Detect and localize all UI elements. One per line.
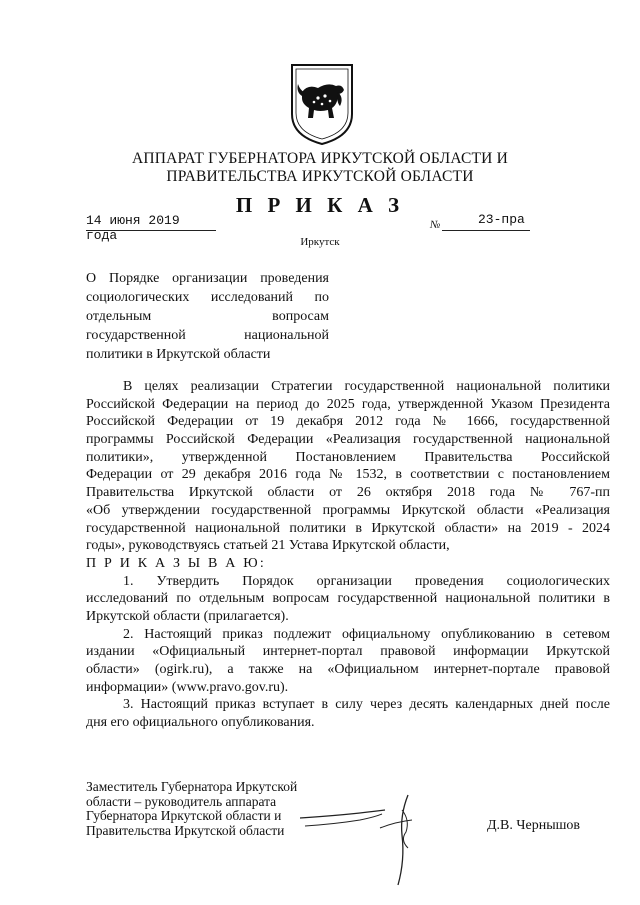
signatory-line: области – руководитель аппарата [86, 793, 277, 809]
item-3-line: 3. Настоящий приказ вступает в силу через десять календарных дней после [123, 697, 610, 713]
subject-line: политики в Иркутской области [86, 347, 271, 362]
handwritten-signature [290, 790, 450, 890]
item-2-line: издании «Официальный интернет-портал правовой информации Иркутской [86, 644, 610, 660]
place-of-issue: Иркутск [300, 236, 340, 248]
number-underline [442, 230, 530, 231]
preamble-line: годы», руководствуясь статьей 21 Устава Иркутской области, [86, 538, 450, 554]
preamble-line: Правительства Иркутской области от 26 октября 2018 года № 767-пп [86, 485, 610, 501]
order-date-field [86, 213, 216, 243]
order-subject [86, 269, 329, 364]
preamble-line: Российской Федерации от 19 декабря 2012 года № 1666, государственной [86, 414, 610, 430]
item-1-line: исследований по отдельным вопросам государственной национальной политики в [86, 591, 610, 607]
signatory-line: Губернатора Иркутской области и [86, 808, 282, 823]
organization-name-line-2: ПРАВИТЕЛЬСТВА ИРКУТСКОЙ ОБЛАСТИ [166, 168, 474, 185]
preamble-line: государственной национальной политики в Иркутской области» на 2019 - 2024 [86, 520, 610, 536]
item-2-line: информации» (www.pravo.gov.ru). [86, 679, 289, 695]
item-1-line: Иркутской области (прилагается). [86, 608, 289, 624]
order-body [86, 378, 610, 732]
order-number: 23-пра [478, 212, 525, 227]
item-2-line: области» (ogirk.ru), а также на «Официальном интернет-портале правовой [86, 662, 610, 677]
signatory-line: Заместитель Губернатора Иркутской [86, 779, 298, 794]
item-3-line: дня его официального опубликования. [86, 715, 315, 731]
document-type-title: П Р И К А З [235, 193, 405, 217]
preamble-line: В целях реализации Стратегии государственной национальной политики [123, 379, 610, 394]
subject-line: государственной национальной [86, 328, 329, 343]
preamble-line: программы Российской Федерации «Реализация государственной национальной [86, 432, 610, 448]
preamble-line: политики», утвержденной Постановлением Правительства Российской [86, 449, 610, 465]
preamble-line: Федерации от 29 декабря 2016 года № 1532, в соответствии с постановлением [86, 467, 610, 483]
preamble-line: «Об утверждении государственной программы Иркутской области «Реализация [86, 502, 610, 518]
preamble-line: Российской Федерации на период до 2025 года, утвержденной Указом Президента [86, 396, 610, 412]
order-date: 14 июня 2019 года [86, 213, 180, 243]
organization-name-line-1: АППАРАТ ГУБЕРНАТОРА ИРКУТСКОЙ ОБЛАСТИ И [131, 150, 509, 167]
item-2-line: 2. Настоящий приказ подлежит официальному опубликованию в сетевом [123, 626, 610, 642]
item-1-line: 1. Утвердить Порядок организации проведения социологических [123, 573, 610, 589]
subject-line: социологических исследований по [86, 290, 329, 305]
date-underline [86, 230, 216, 231]
coat-of-arms-emblem [288, 62, 356, 146]
signatory-line: Правительства Иркутской области [86, 822, 285, 838]
number-sign: № [430, 219, 441, 231]
order-word: П Р И К А З Ы В А Ю: [86, 555, 266, 571]
signatory-name: Д.В. Чернышов [487, 818, 580, 833]
subject-line: отдельным вопросам [86, 309, 329, 324]
subject-line: О Порядке организации проведения [86, 271, 329, 286]
